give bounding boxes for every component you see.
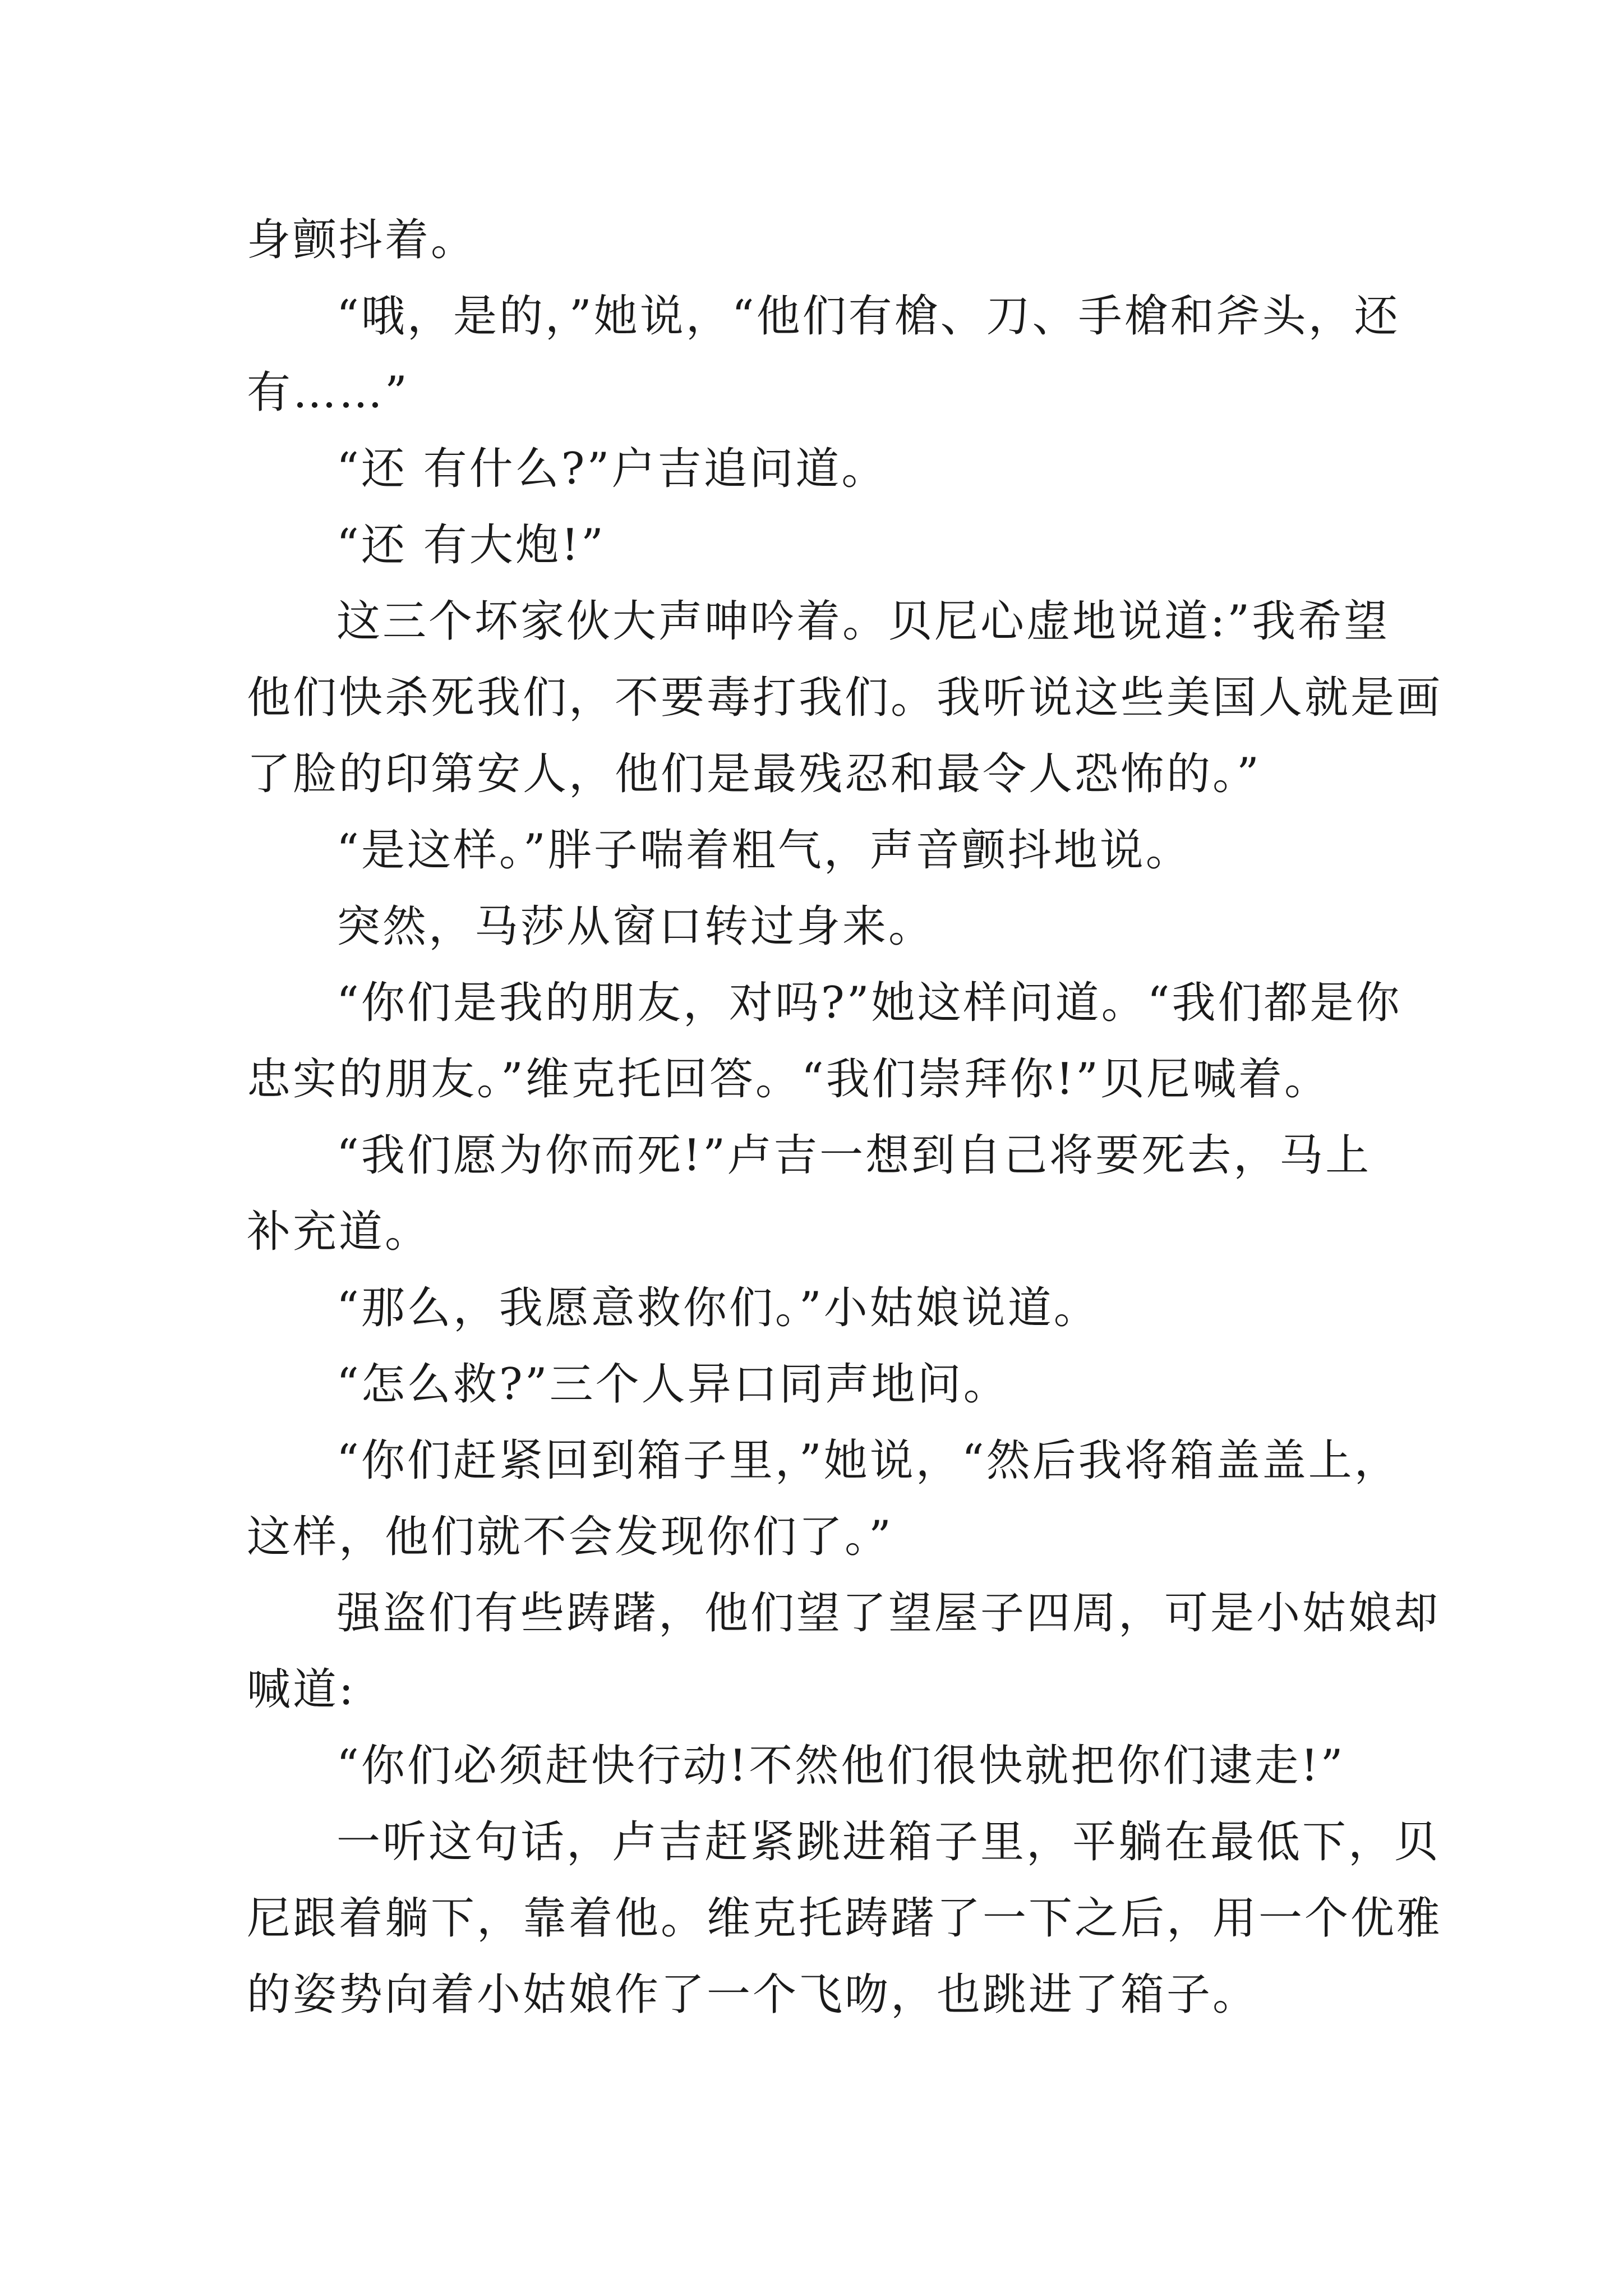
text-line: 这三个坏家伙大声呻吟着。贝尼心虚地说道:”我希望 (336, 596, 1390, 647)
text-line: 突然，马莎从窗口转过身来。 (336, 901, 935, 952)
text-line: 他们快杀死我们，不要毒打我们。我听说这些美国人就是画 (247, 673, 1443, 723)
text-line: 忠实的朋友。”维克托回答。“我们崇拜你!”贝尼喊着。 (247, 1054, 1330, 1105)
text-line: “你们必须赶快行动!不然他们很快就把你们逮走!” (336, 1741, 1345, 1791)
text-line: 喊道: (247, 1664, 356, 1715)
text-line: 了脸的印第安人，他们是最残忍和最令人恐怖的。” (247, 749, 1261, 799)
text-line: 的姿势向着小姑娘作了一个飞吻，也跳进了箱子。 (247, 1970, 1259, 2020)
text-line: 尼跟着躺下，靠着他。维克托踌躇了一下之后，用一个优雅 (247, 1893, 1443, 1944)
text-line: 这样，他们就不会发现你们了。” (247, 1512, 893, 1562)
text-line: “还 有什么?”户吉追问道。 (336, 444, 888, 494)
text-line: “我们愿为你而死!”卢吉一想到自己将要死去，马上 (336, 1130, 1372, 1181)
text-line: 强盗们有些踌躇，他们望了望屋子四周，可是小姑娘却 (336, 1588, 1441, 1639)
text-line: 有……” (247, 367, 409, 418)
text-line: “那么，我愿意救你们。”小姑娘说道。 (336, 1283, 1100, 1333)
text-line: “你们赶紧回到箱子里，”她说，“然后我将箱盖盖上， (336, 1435, 1400, 1486)
body-text (247, 202, 1443, 2033)
text-line: “你们是我的朋友，对吗?”她这样问道。“我们都是你 (336, 978, 1402, 1028)
text-line: 身颤抖着。 (247, 215, 477, 265)
text-line: “是这样。”胖子喘着粗气，声音颤抖地说。 (336, 825, 1192, 876)
text-line: “还 有大炮!” (336, 520, 606, 570)
text-line: “怎么救?”三个人异口同声地问。 (336, 1359, 1009, 1410)
text-line: 一听这句话，卢吉赶紧跳进箱子里，平躺在最低下，贝 (336, 1817, 1441, 1867)
text-line: 补充道。 (247, 1207, 431, 1257)
text-line: “哦，是的，”她说，“他们有槍、刀、手槍和斧头，还 (336, 291, 1400, 342)
